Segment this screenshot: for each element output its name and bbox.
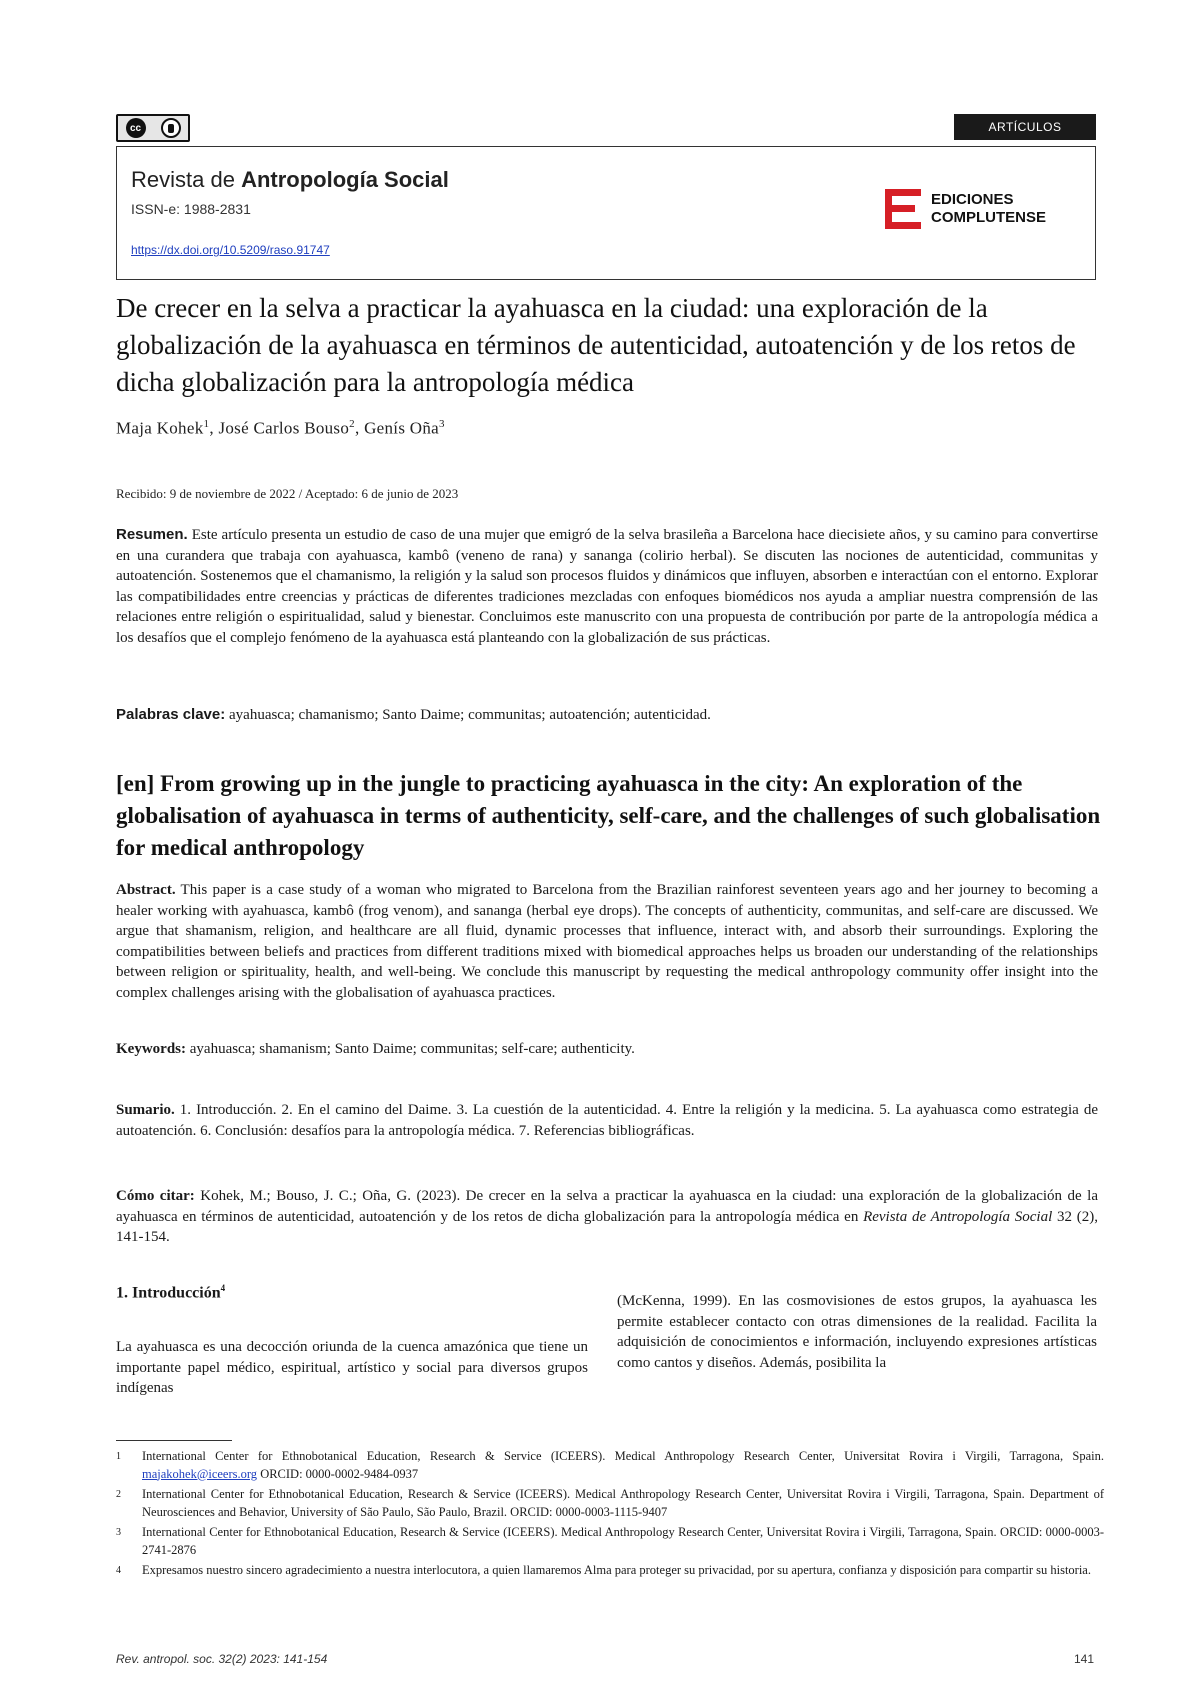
doi-link[interactable]: https://dx.doi.org/10.5209/raso.91747 [131,243,330,257]
journal-header [116,146,1096,280]
footnote-1: 1 International Center for Ethnobotanical Education, Research & Service (ICEERS). Medical Anthropology Research Center, Universitat Rovira i Virgili, Tarragona, Spain. majakohek@iceers.org ORCID: 0000-0002-9484-0937 [116,1449,1104,1481]
footnote-4: 4 Expresamos nuestro sincero agradecimiento a nuestra interlocutora, a quien llamaremos Alma para proteger su privacidad, por su apertura, confianza y disposición para compartir su historia. [116,1563,1091,1577]
author-list: Maja Kohek$^1$, José Carlos Bouso$^2$, Genís Oña$^3$ [116,418,445,438]
como-citar: Cómo citar: Kohek, M.; Bouso, J. C.; Oña, G. (2023). De crecer en la selva a practicar la ayahuasca en la ciudad: una exploración de la globalización de la ayahuasca en términos de autenticidad, autoatención y de los retos de dicha globalización para la antropología médica en Revista de Antropología Social 32 (2), 141-154. [116,1188,1098,1246]
publisher-name: EDICIONES COMPLUTENSE [931,191,1047,226]
footnote-rule [116,1440,232,1441]
received-accepted-dates: Recibido: 9 de noviembre de 2022 / Aceptado: 6 de junio de 2023 [116,486,459,501]
body-column-right: (McKenna, 1999). En las cosmovisiones de estos grupos, la ayahuasca les permite establecer contacto con otras dimensiones de la realidad. Facilita la adquisición de conocimientos e información, incluyendo expresiones artísticas como cantos y diseños. Además, posibilita la [617,1293,1097,1371]
sumario: Sumario. 1. Introducción. 2. En el camino del Daime. 3. La cuestión de la autenticidad. 4. Entre la religión y la medicina. 5. La ayahuasca como estrategia de autoatención. 6. Conclusión: desafíos para la antropología médica. 7. Referencias bibliográficas. [116,1102,1098,1139]
license-badge [116,114,190,142]
issn: ISSN-e: 1988-2831 [131,201,251,217]
publisher-logo [885,189,1046,229]
article-title-en: [en] From growing up in the jungle to practicing ayahuasca in the city: An exploration of the globalisation of ayahuasca in terms of authenticity, self-care, and the challenges of such globalisation for medical anthropology [116,771,1101,860]
section-tag: ARTÍCULOS [954,114,1096,140]
abstract: Abstract. This paper is a case study of a woman who migrated to Barcelona from the Brazilian rainforest seventeen years ago and her journey to becoming a healer working with ayahuasca, kambô (frog venom), and sananga (herbal eye drops). The concepts of authenticity, communitas, and self-care are discussed. We argue that shamanism, religion, and healthcare are all fluid, dynamic processes that influence, interact with, and absorb their surroundings. Exploring the compatibilities between beliefs and practices from different traditions mixed with biomedical approaches helps us broaden our understanding of the relationships between religion or spirituality, health, and well-being. We conclude this manuscript by requesting the medical anthropology community offer insight into the complex challenges arising with the globalisation of ayahuasca practices. [116,882,1098,1001]
article-title-es: De crecer en la selva a practicar la ayahuasca en la ciudad: una exploración de la globalización de la ayahuasca en términos de autenticidad, autoatención y de los retos de dicha globalización para la antropología médica [116,293,1076,397]
resumen: Resumen. Este artículo presenta un estudio de caso de una mujer que emigró de la selva brasileña a Barcelona hace diecisiete años, y su camino para convertirse en una curandera que trabaja con ayahuasca, kambô (veneno de rana) y sananga (colirio herbal). Se discuten las nociones de autenticidad, communitas y autoatención. Sostenemos que el chamanismo, la religión y la salud son procesos fluidos y dinámicos que influyen, absorben e interactúan con el entorno. Explorar las compatibilidades entre creencias y prácticas de diferentes tradiciones mezcladas con enfoques biomédicos nos ayuda a ampliar nuestra comprensión de las relaciones entre religión o espiritualidad, salud y bienestar. Concluimos este manuscrito con una propuesta de contribución por parte de la antropología médica a los desafíos que el complejo fenómeno de la ayahuasca está planteando con la globalización de sus prácticas. [116,526,1098,646]
page-number: 141 [1074,1652,1095,1666]
cc-icon: cc [126,118,146,138]
keywords: Keywords: ayahuasca; shamanism; Santo Daime; communitas; self-care; authenticity. [116,1041,635,1057]
journal-title: Revista de Antropología Social [131,167,449,192]
ediciones-complutense-icon [885,189,921,229]
footnote-2: 2 International Center for Ethnobotanical Education, Research & Service (ICEERS). Medical Anthropology Research Center, Universitat Rovira i Virgili, Tarragona, Spain. Department of Neurosciences and Behavior, University of São Paulo, São Paulo, Brazil. ORCID: 0000-0003-1115-9407 [116,1487,1104,1519]
page-footer-citation: Rev. antropol. soc. 32(2) 2023: 141-154 [116,1652,328,1666]
email-link[interactable]: majakohek@iceers.org [142,1466,258,1481]
body-column-left: La ayahuasca es una decocción oriunda de la cuenca amazónica que tiene un importante papel médico, espiritual, artístico y social para diversos grupos indígenas [116,1339,588,1397]
palabras-clave: Palabras clave: ayahuasca; chamanismo; Santo Daime; communitas; autoatención; autenticidad. [116,706,711,723]
by-icon [161,118,181,138]
footnote-3: 3 International Center for Ethnobotanical Education, Research & Service (ICEERS). Medical Anthropology Research Center, Universitat Rovira i Virgili, Tarragona, Spain. ORCID: 0000-0003-2741-2876 [116,1525,1104,1557]
section-heading-introduccion: 1. Introducción$^4$ [116,1283,226,1302]
